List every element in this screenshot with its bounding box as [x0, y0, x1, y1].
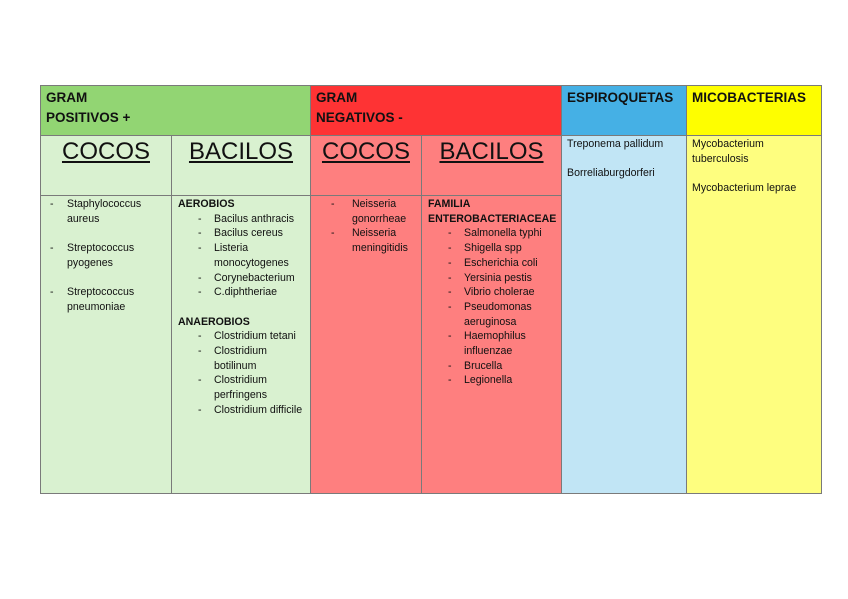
- list-item: - Shigella spp: [428, 241, 561, 256]
- list-item: - Clostridium difficile: [178, 403, 310, 418]
- list-item: - Neisseria gonorrheae: [311, 197, 421, 226]
- subheader-pos-bacilos-label: BACILOS: [188, 138, 294, 165]
- list-item: - Clostridium botilinum: [178, 344, 310, 373]
- list-item: - Bacilus cereus: [178, 226, 310, 241]
- list-item: - Corynebacterium: [178, 271, 310, 286]
- header-gram-positivos-line2: POSITIVOS +: [46, 110, 131, 125]
- micobacterias-item: Mycobacterium tuberculosis: [692, 138, 764, 165]
- list-item: - Streptococcus pneumoniae: [41, 285, 171, 314]
- bacteria-classification-table: [40, 85, 822, 494]
- subheader-neg-cocos-label: COCOS: [321, 138, 410, 165]
- list-item: - Bacilus anthracis: [178, 212, 310, 227]
- aerobios-list: [178, 212, 310, 300]
- neg-cocos-list: [311, 197, 421, 256]
- familia-label-line1: FAMILIA: [428, 198, 471, 210]
- list-item: - Neisseria meningitidis: [311, 226, 421, 255]
- pos-cocos-list: [41, 197, 171, 314]
- header-espiroquetas-label: ESPIROQUETAS: [567, 90, 674, 105]
- list-item: - Pseudomonas aeruginosa: [428, 300, 561, 329]
- subheader-neg-bacilos: [422, 136, 562, 196]
- micobacterias-item: Mycobacterium leprae: [692, 182, 797, 195]
- header-gram-positivos-line1: GRAM: [46, 90, 88, 105]
- list-item: - Clostridium perfringens: [178, 373, 310, 402]
- header-gram-negativos-line2: NEGATIVOS -: [316, 110, 403, 125]
- neg-cocos-list-cell: [311, 196, 422, 493]
- subheader-pos-cocos-label: COCOS: [61, 138, 150, 165]
- header-micobacterias-label: MICOBACTERIAS: [692, 90, 806, 105]
- list-item: - Legionella: [428, 373, 561, 388]
- espiroquetas-item: Treponema pallidum: [567, 138, 664, 150]
- espiroquetas-item: Borreliaburgdorferi: [567, 167, 655, 180]
- header-gram-positivos: [41, 86, 311, 136]
- enterobacteriaceae-list: [428, 226, 561, 388]
- familia-label-line2: ENTEROBACTERIACEAE: [428, 212, 557, 225]
- subheader-pos-bacilos: [172, 136, 311, 196]
- list-item: - Clostridium tetani: [178, 329, 310, 344]
- aerobios-label: AEROBIOS: [178, 198, 235, 210]
- list-item: - Vibrio cholerae: [428, 285, 561, 300]
- micobacterias-list-cell: [687, 136, 821, 493]
- list-item: - Escherichia coli: [428, 256, 561, 271]
- list-item: - Staphylococcus aureus: [41, 197, 171, 226]
- anaerobios-list: [178, 329, 310, 417]
- header-gram-negativos: [311, 86, 562, 136]
- header-espiroquetas: [562, 86, 687, 136]
- list-item: - Salmonella typhi: [428, 226, 561, 241]
- anaerobios-label: ANAEROBIOS: [178, 315, 250, 328]
- subheader-pos-cocos: [41, 136, 172, 196]
- neg-bacilos-list-cell: [422, 196, 562, 493]
- pos-cocos-list-cell: [41, 196, 172, 493]
- subheader-neg-bacilos-label: BACILOS: [439, 138, 544, 165]
- header-gram-negativos-line1: GRAM: [316, 90, 358, 105]
- espiroquetas-list-cell: [562, 136, 687, 493]
- list-item: - Haemophilus influenzae: [428, 329, 561, 358]
- list-item: - C.diphtheriae: [178, 285, 310, 300]
- header-micobacterias: [687, 86, 821, 136]
- subheader-neg-cocos: [311, 136, 422, 196]
- list-item: - Brucella: [428, 359, 561, 374]
- pos-bacilos-list-cell: [172, 196, 311, 493]
- list-item: - Streptococcus pyogenes: [41, 241, 171, 270]
- list-item: - Listeria monocytogenes: [178, 241, 310, 270]
- list-item: - Yersinia pestis: [428, 271, 561, 286]
